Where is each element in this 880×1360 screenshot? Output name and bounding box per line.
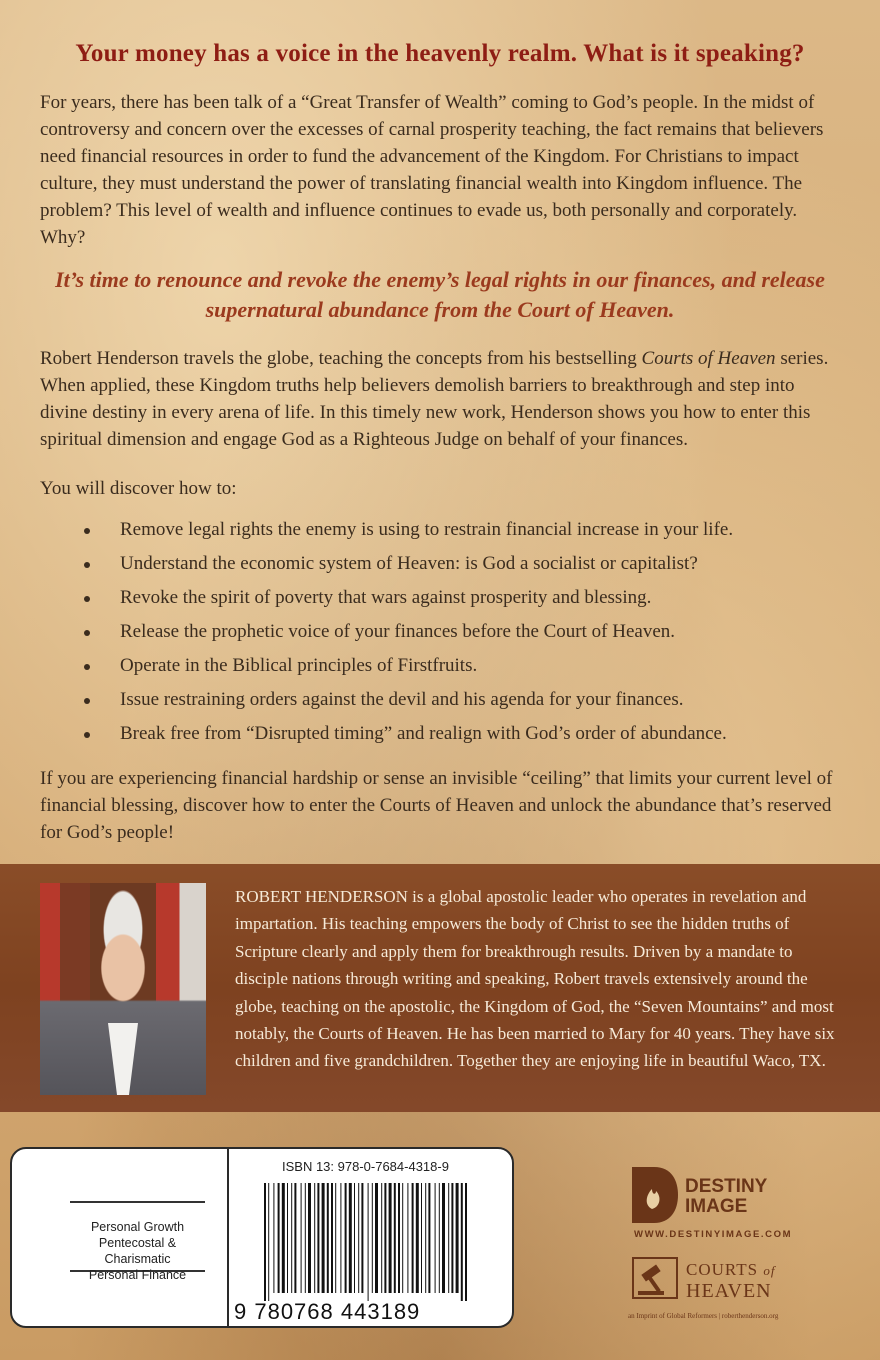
barcode-bar xyxy=(407,1183,408,1293)
series-logo-heaven: HEAVEN xyxy=(686,1280,772,1302)
discover-intro: You will discover how to: xyxy=(40,478,237,499)
intro-paragraph: For years, there has been talk of a “Great Transfer of Wealth” coming to God’s people. In the midst of controversy and concern over the excesses of carnal prosperity teaching, the fact remains that believers need financial resources in order to fund the advancement of the Kingdom. For Christians to impact culture, they must understand the power of translating financial wealth into Kingdom influence. The problem? This level of wealth and influence continues to evade us, both personally and corporately. Why? xyxy=(40,92,824,248)
barcode-bar xyxy=(278,1183,280,1293)
series-logo-text xyxy=(686,1260,856,1302)
barcode-bar xyxy=(301,1183,302,1293)
barcode-bar xyxy=(335,1183,336,1293)
barcode-bar xyxy=(308,1183,311,1293)
headline: Your money has a voice in the heavenly realm. What is it speaking? xyxy=(75,40,805,67)
barcode-bar xyxy=(314,1183,315,1293)
list-item: Remove legal rights the enemy is using to restrain financial increase in your life. xyxy=(80,517,860,551)
list-item: Understand the economic system of Heaven: is God a socialist or capitalist? xyxy=(80,551,860,585)
category-box xyxy=(70,1201,205,1282)
barcode-bar xyxy=(451,1183,453,1293)
author-bio-band xyxy=(0,864,880,1112)
barcode-bar xyxy=(340,1183,341,1293)
barcode-bar xyxy=(322,1183,325,1293)
barcode-bar xyxy=(268,1183,269,1301)
barcode-bar xyxy=(294,1183,296,1293)
series-logo-of: of xyxy=(763,1263,776,1278)
series-logo-courts: COURTS xyxy=(686,1260,759,1279)
barcode-bar xyxy=(358,1183,359,1293)
barcode-bar xyxy=(465,1183,467,1301)
barcode-bar xyxy=(291,1183,292,1293)
barcode-bar xyxy=(381,1183,382,1293)
description-text-end: series. When applied, these Kingdom truths help believers demolish barriers to breakthrough and step into divine destiny in every arena of life. In this timely new work, Henderson shows you how to enter this spiritual dimension and engage God as a Righteous Judge on behalf of your finances. xyxy=(40,348,829,450)
barcode-bar xyxy=(439,1183,440,1293)
barcode-bar xyxy=(456,1183,459,1293)
barcode-bar xyxy=(349,1183,352,1293)
barcode-bar xyxy=(389,1183,392,1293)
gavel-logo-icon xyxy=(632,1257,678,1299)
publisher-name-line2: IMAGE xyxy=(685,1196,748,1217)
barcode-bar xyxy=(361,1183,363,1293)
series-title: Courts of Heaven xyxy=(641,348,776,369)
isbn-text: ISBN 13: 978-0-7684-4318-9 xyxy=(282,1159,449,1174)
barcode-bar xyxy=(442,1183,445,1293)
barcode-bar xyxy=(375,1183,378,1293)
barcode-bar xyxy=(421,1183,422,1293)
category-1: Personal Growth xyxy=(90,1220,185,1234)
list-item: Revoke the spirit of poverty that wars against prosperity and blessing. xyxy=(80,585,860,619)
barcode-bar xyxy=(305,1183,306,1293)
barcode-bar xyxy=(273,1183,274,1293)
barcode-bar xyxy=(372,1183,373,1293)
author-shirt xyxy=(108,1023,138,1095)
author-bio: ROBERT HENDERSON is a global apostolic leader who operates in revelation and impartation. His teaching empowers the body of Christ to see the hidden truths of Scripture clearly and apply them for breakthrough results. Driven by a mandate to disciple nations through writing and speaking, Robert travels extensively around the globe, teaching on the apostolic, the Kingdom of God, the “Seven Mountains” and most notably, the Courts of Heaven. He has been married to Mary for 40 years. They have six children and five grandchildren. Together they are enjoying life in beautiful Waco, TX. xyxy=(235,887,835,1071)
benefits-list xyxy=(80,517,860,755)
barcode-bar xyxy=(428,1183,430,1293)
barcode-bar xyxy=(384,1183,386,1293)
publisher-url: WWW.DESTINYIMAGE.COM xyxy=(634,1229,793,1240)
publisher-name xyxy=(685,1177,835,1217)
barcode-bar xyxy=(416,1183,419,1293)
list-item: Issue restraining orders against the devil and his agenda for your finances. xyxy=(80,687,860,721)
barcode-bar xyxy=(425,1183,426,1293)
barcode-panel xyxy=(10,1147,514,1328)
callout-text: It’s time to renounce and revoke the enemy’s legal rights in our finances, and release supernatural abundance from the Court of Heaven. xyxy=(55,267,825,322)
category-2: Pentecostal & Charismatic xyxy=(98,1236,177,1266)
panel-divider xyxy=(227,1149,229,1326)
barcode-bar xyxy=(394,1183,396,1293)
barcode-bar xyxy=(287,1183,288,1293)
description-text-start: Robert Henderson travels the globe, teaching the concepts from his bestselling xyxy=(40,348,642,369)
list-item: Release the prophetic voice of your finances before the Court of Heaven. xyxy=(80,619,860,653)
barcode-digits: 9 780768 443189 xyxy=(234,1299,421,1324)
barcode-bar xyxy=(345,1183,347,1293)
barcode-bar xyxy=(412,1183,414,1293)
barcode-bar xyxy=(327,1183,329,1293)
list-item: Break free from “Disrupted timing” and realign with God’s order of abundance. xyxy=(80,721,860,755)
author-photo xyxy=(40,883,206,1095)
publisher-name-line1: DESTINY xyxy=(685,1176,768,1197)
barcode-bar xyxy=(402,1183,403,1293)
barcode-bar xyxy=(461,1183,463,1301)
description-paragraph xyxy=(40,345,844,453)
barcode-bar xyxy=(317,1183,319,1293)
category-3: Personal Finance xyxy=(88,1268,187,1282)
closing-paragraph: If you are experiencing financial hardship or sense an invisible “ceiling” that limits your current level of financial blessing, discover how to enter the Courts of Heaven and unlock the abundance that’s reserved for God’s people! xyxy=(40,768,833,843)
barcode-bar xyxy=(264,1183,266,1301)
barcode-bar xyxy=(354,1183,355,1293)
barcode xyxy=(262,1183,472,1301)
list-item: Operate in the Biblical principles of Firstfruits. xyxy=(80,653,860,687)
barcode-bar xyxy=(331,1183,333,1293)
barcode-bar xyxy=(398,1183,400,1293)
imprint-note: an Imprint of Global Reformers | roberthenderson.org xyxy=(628,1312,779,1320)
barcode-bar xyxy=(435,1183,436,1293)
destiny-image-logo-icon xyxy=(630,1165,680,1225)
barcode-bar xyxy=(282,1183,285,1293)
barcode-bar xyxy=(448,1183,449,1293)
barcode-bar xyxy=(368,1183,369,1301)
